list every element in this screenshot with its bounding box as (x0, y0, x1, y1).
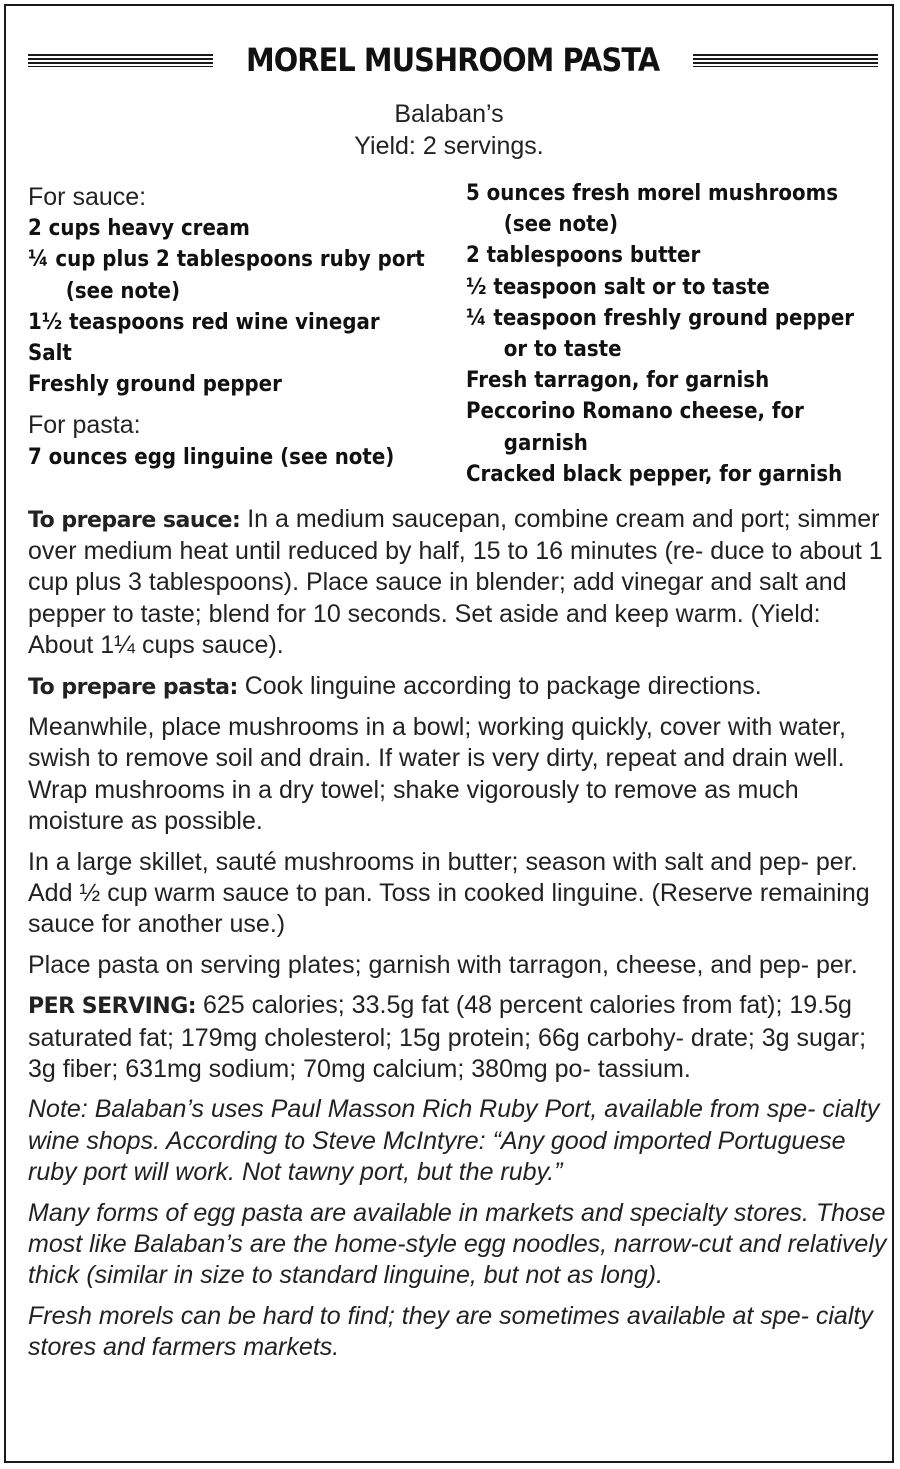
recipe-source: Balaban’s (394, 100, 504, 128)
note-pasta (28, 1198, 888, 1292)
pasta-instructions-text: Cook linguine according to package directions. (237, 671, 762, 700)
ingredients-right-column (466, 178, 886, 490)
title-rule-right (693, 54, 878, 67)
ingredient-line: 1½ teaspoons red wine vinegar (28, 309, 380, 335)
ingredient-line: 7 ounces egg linguine (see note) (28, 444, 395, 470)
note-port (28, 1094, 888, 1188)
ingredient-line: 2 tablespoons butter (466, 243, 701, 269)
sauce-instructions (28, 504, 888, 661)
title-rule-left (28, 54, 213, 67)
ingredient-continuation: (see note) (65, 278, 181, 304)
note-morels-text: Fresh morels can be hard to find; they are sometimes available at spe- cialty stores and farmers markets. (28, 1301, 873, 1361)
ingredient-line-wrap (466, 334, 844, 365)
ingredient-line: Cracked black pepper, for garnish (466, 461, 843, 487)
sauce-label: For sauce: (28, 183, 147, 211)
ingredients-left-column (28, 182, 468, 473)
ingredient-line: 5 ounces fresh morel mushrooms (466, 181, 838, 206)
ingredient-line: ¼ cup plus 2 tablespoons ruby port (28, 247, 425, 273)
recipe-title: MOREL MUSHROOM PASTA (246, 41, 660, 79)
note-pasta-text: Many forms of egg pasta are available in markets and specialty stores. Those most like Balaban’s are the home-style egg noodles, narrow-cut and relatively thick (similar in size to standard linguine, but not as long). (28, 1198, 887, 1289)
ingredient-continuation: garnish (503, 430, 588, 456)
ingredient-line-wrap (466, 428, 844, 459)
ingredient-line-wrap (28, 276, 424, 307)
skillet-step: In a large skillet, sauté mushrooms in butter; season with salt and pep- per. Add ½ cup warm sauce to pan. Toss in cooked linguine. (Reserve remaining sauce for another use.) (28, 847, 870, 938)
pasta-instructions-heading: To prepare pasta: (28, 674, 238, 700)
ingredient-line: Fresh tarragon, for garnish (466, 368, 770, 394)
ingredient-line: Freshly ground pepper (28, 372, 282, 398)
note-morels (28, 1301, 888, 1363)
ingredient-line: Peccorino Romano cheese, for (466, 399, 804, 425)
sauce-instructions-text: In a medium saucepan, combine cream and port; simmer over medium heat until reduced by half, 15 to 16 minutes (re- duce to about 1 cup plus 3 tablespoons). Place sauce in blender; add vinegar and salt and pepper to taste; blend for 10 seconds. Set aside and keep warm. (Yield: About 1¼ cups sauce). (28, 505, 883, 659)
mushroom-cleaning-step: Meanwhile, place mushrooms in a bowl; working quickly, cover with water, swish to remove soil and drain. If water is very dirty, repeat and drain well. Wrap mushrooms in a dry towel; shake vigorously to remove as much moisture as possible. (28, 713, 846, 835)
title-row (28, 38, 878, 82)
ingredient-line: Salt (28, 341, 72, 367)
ingredient-line-wrap (466, 209, 844, 240)
ingredient-line: ¼ teaspoon freshly ground pepper (466, 305, 855, 331)
nutrition-heading: PER SERVING: (28, 994, 197, 1020)
instructions-body (28, 504, 888, 1373)
plating-step: Place pasta on serving plates; garnish with tarragon, cheese, and pep- per. (28, 950, 858, 979)
ingredient-line: ½ teaspoon salt or to taste (466, 274, 770, 300)
nutrition-text: 625 calories; 33.5g fat (48 percent calories from fat); 19.5g saturated fat; 179mg cholesterol; 15g protein; 66g carbohy- drate; 3g sugar; 3g fiber; 631mg sodium; 70mg calcium; 380mg po- tassium. (28, 991, 867, 1083)
pasta-instructions (28, 671, 888, 703)
note-port-text: Note: Balaban’s uses Paul Masson Rich Ruby Port, available from spe- cialty wine shops. According to Steve McIntyre: “Any good imported Portuguese ruby port will work. Not tawny port, but the ruby.” (28, 1095, 880, 1186)
sauce-instructions-heading: To prepare sauce: (28, 508, 241, 533)
ingredient-continuation: or to taste (503, 337, 622, 363)
recipe-yield: Yield: 2 servings. (354, 132, 544, 160)
nutrition-info (28, 990, 888, 1085)
ingredient-line: 2 cups heavy cream (28, 216, 250, 242)
pasta-label: For pasta: (28, 411, 141, 440)
ingredient-continuation: (see note) (503, 212, 619, 238)
recipe-card (4, 4, 894, 1463)
